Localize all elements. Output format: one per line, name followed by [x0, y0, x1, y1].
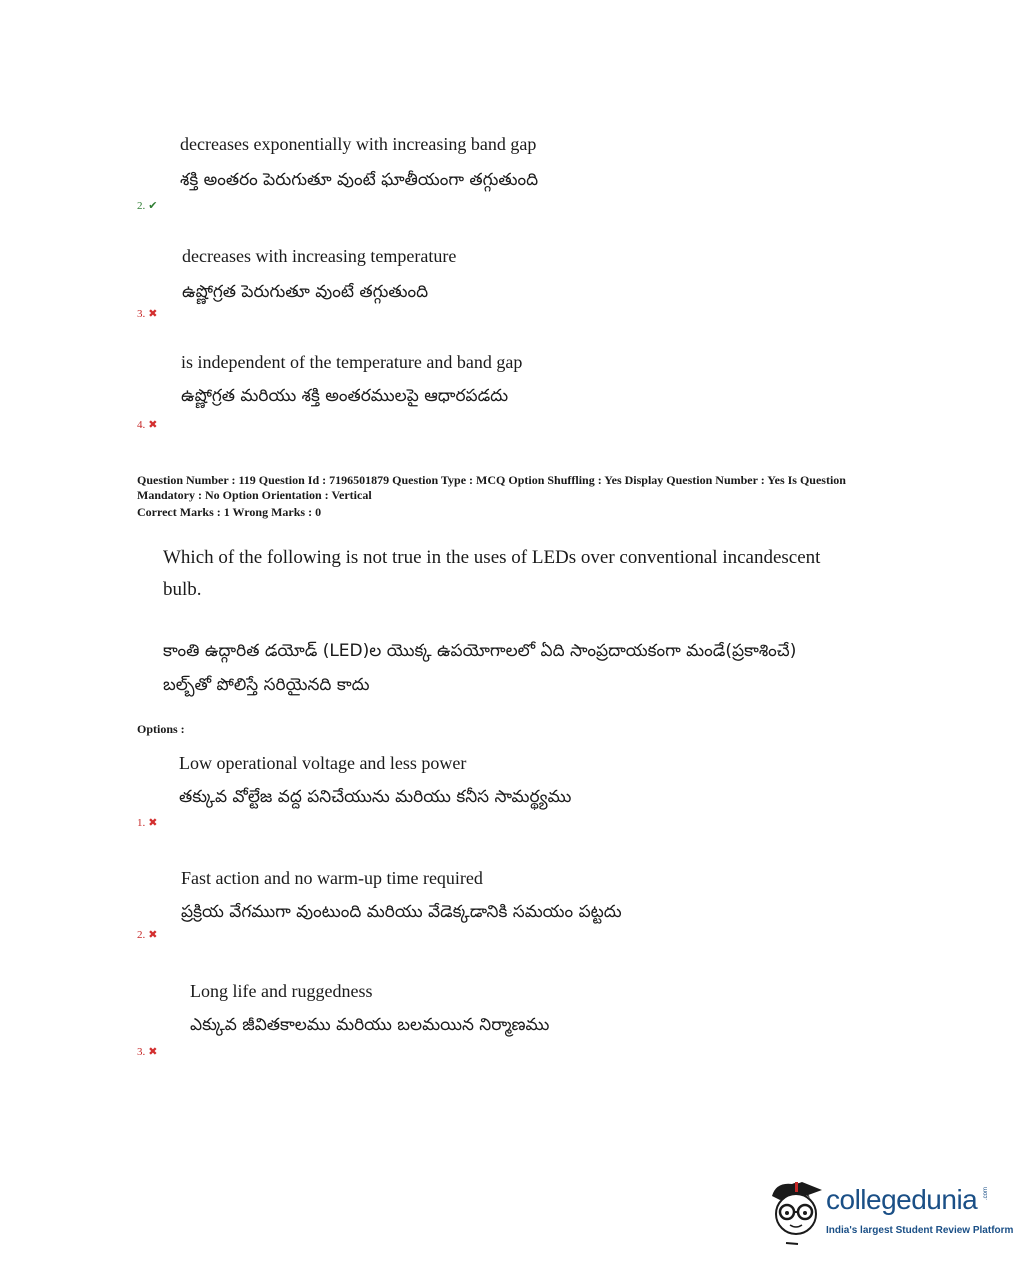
question-meta: Question Number : 119 Question Id : 7196501879 Question Type : MCQ Option Shuffling : Yes Display Question Number : Yes Is Question Mandatory : No Option Orientation : Vertical	[137, 473, 846, 502]
option-number: 2.	[137, 200, 146, 212]
option-2-number	[137, 928, 157, 941]
prev-option-3-telugu: ఉష్ణోగ్రత పెరుగుతూ వుంటే తగ్గుతుంది	[182, 282, 429, 302]
option-number: 3.	[137, 1046, 146, 1058]
prev-option-3-english: decreases with increasing temperature	[182, 246, 457, 266]
question-marks: Correct Marks : 1 Wrong Marks : 0	[137, 505, 322, 519]
prev-option-2-telugu: శక్తి అంతరం పెరుగుతూ వుంటే ఘాతీయంగా తగ్గుతుంది	[180, 170, 539, 190]
cross-icon: ✖	[148, 308, 158, 320]
prev-option-2-number	[137, 199, 157, 212]
cross-icon: ✖	[148, 929, 158, 941]
option-number: 2.	[137, 929, 146, 941]
logo-wordmark: collegedunia	[826, 1184, 978, 1215]
logo-tagline: India's largest Student Review Platform	[826, 1225, 1014, 1236]
logo-suffix: .com	[983, 1186, 989, 1200]
option-3-telugu: ఎక్కువ జీవితకాలము మరియు బలమయిన నిర్మాణము	[190, 1015, 550, 1035]
cross-icon: ✖	[148, 419, 158, 431]
question-text-telugu: కాంతి ఉద్గారిత డయోడ్ (LED)ల యొక్క ఉపయోగాలలో ఏది సాంప్రదాయకంగా మండే(ప్రకాశించే) బల్బ్‌తో పోలిస్తే సరియైనది కాదు	[163, 641, 797, 695]
option-1-telugu: తక్కువ వోల్టేజ వద్ద పనిచేయును మరియు కనీస సామర్థ్యము	[179, 787, 572, 807]
option-2-english: Fast action and no warm-up time required	[181, 868, 483, 888]
option-2-telugu: ప్రక్రియ వేగముగా వుంటుంది మరియు వేడెక్కడానికి సమయం పట్టదు	[181, 902, 622, 922]
option-3-number	[137, 1045, 157, 1058]
prev-option-4-english: is independent of the temperature and band gap	[181, 352, 523, 372]
cross-icon: ✖	[148, 1046, 158, 1058]
check-icon: ✔	[148, 200, 158, 212]
cross-icon: ✖	[148, 817, 158, 829]
prev-option-4-telugu: ఉష్ణోగ్రత మరియు శక్తి అంతరములపై ఆధారపడదు	[181, 386, 509, 406]
option-number: 3.	[137, 308, 146, 320]
option-number: 4.	[137, 419, 146, 431]
option-1-english: Low operational voltage and less power	[179, 753, 467, 773]
prev-option-4-number	[137, 418, 157, 431]
option-number: 1.	[137, 817, 146, 829]
question-text-english: Which of the following is not true in the uses of LEDs over conventional incandescent bulb.	[163, 547, 821, 600]
option-1-number	[137, 816, 157, 829]
options-label: Options :	[137, 722, 185, 736]
prev-option-3-number	[137, 307, 157, 320]
prev-option-2-english: decreases exponentially with increasing band gap	[180, 134, 537, 154]
option-3-english: Long life and ruggedness	[190, 981, 373, 1001]
